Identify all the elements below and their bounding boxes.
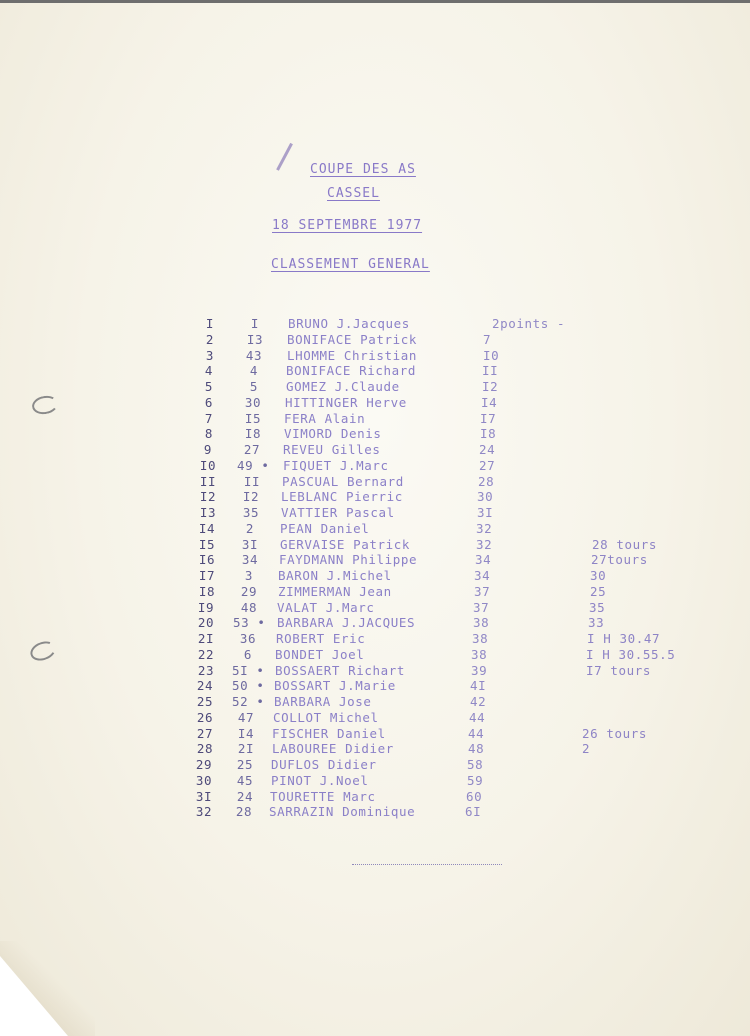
rank-cell: 27 xyxy=(196,725,214,741)
result-row xyxy=(0,426,750,442)
rider-name-cell: BRUNO J.Jacques xyxy=(288,316,410,331)
points-cell: 24 xyxy=(479,442,496,457)
rider-name-cell: LABOUREE Didier xyxy=(272,741,394,757)
rank-cell: I5 xyxy=(198,536,216,552)
rank-cell: 26 xyxy=(196,709,214,725)
rider-name-cell: SARRAZIN Dominique xyxy=(269,804,416,820)
points-cell: 6I xyxy=(465,804,482,820)
result-row xyxy=(0,411,750,427)
bottom-rule xyxy=(352,864,502,865)
rank-cell: II xyxy=(199,473,217,489)
rider-name-cell: BARBARA Jose xyxy=(274,694,372,709)
result-row xyxy=(0,726,750,742)
result-row xyxy=(0,332,750,348)
rank-cell: 20 xyxy=(197,615,215,631)
note-cell: 26 tours xyxy=(582,725,648,741)
bib-number-cell: 2 xyxy=(245,520,255,536)
rank-cell: 32 xyxy=(195,804,213,820)
points-cell: I4 xyxy=(481,394,498,410)
rider-name-cell: VALAT J.Marc xyxy=(277,599,375,615)
points-cell: 34 xyxy=(474,568,491,583)
rider-name-cell: LHOMME Christian xyxy=(287,347,418,363)
result-row xyxy=(0,615,750,631)
points-cell: 28 xyxy=(478,473,495,489)
rider-name-cell: BONDET Joel xyxy=(275,646,365,662)
result-row xyxy=(0,363,750,379)
bib-number-cell: 52 • xyxy=(232,694,265,709)
bib-number-cell: 4 xyxy=(249,363,259,379)
bib-number-cell: 5 xyxy=(249,379,259,394)
bib-number-cell: 25 xyxy=(236,757,254,772)
rank-cell: I9 xyxy=(197,599,215,615)
bib-number-cell: 3 xyxy=(244,568,254,583)
event-location: CASSEL xyxy=(327,186,380,201)
bib-number-cell: 50 • xyxy=(232,678,265,694)
note-cell: 25 xyxy=(590,583,607,599)
rider-name-cell: FISCHER Daniel xyxy=(272,725,386,741)
points-cell: I2 xyxy=(482,379,499,394)
bib-number-cell: 53 • xyxy=(233,615,266,631)
bib-number-cell: I3 xyxy=(246,331,264,347)
result-row xyxy=(0,631,750,647)
points-cell: II xyxy=(482,363,499,379)
rank-cell: 4 xyxy=(204,363,214,379)
result-row xyxy=(0,741,750,757)
rank-cell: 2 xyxy=(205,331,215,347)
rank-cell: 7 xyxy=(204,410,214,426)
bib-number-cell: 27 xyxy=(243,442,261,457)
bib-number-cell: 5I • xyxy=(232,662,265,678)
points-cell: 42 xyxy=(470,694,487,709)
bib-number-cell: 29 xyxy=(240,583,258,599)
points-cell: I7 xyxy=(480,410,497,426)
result-row xyxy=(0,678,750,694)
rider-name-cell: PINOT J.Noel xyxy=(271,772,369,788)
points-cell: 32 xyxy=(476,536,493,552)
bib-number-cell: I xyxy=(250,316,260,331)
note-cell: I H 30.47 xyxy=(587,631,661,646)
points-cell: 37 xyxy=(474,583,491,599)
rank-cell: I4 xyxy=(198,520,216,536)
rank-cell: 5 xyxy=(204,379,214,394)
result-row xyxy=(0,789,750,805)
result-row xyxy=(0,773,750,789)
note-cell: I H 30.55.5 xyxy=(586,646,676,662)
rider-name-cell: COLLOT Michel xyxy=(273,709,379,725)
rider-name-cell: HITTINGER Herve xyxy=(285,394,407,410)
bib-number-cell: I2 xyxy=(242,489,260,505)
rank-cell: I3 xyxy=(199,505,217,520)
bib-number-cell: I8 xyxy=(244,426,262,442)
points-cell: 4I xyxy=(470,678,487,694)
result-row xyxy=(0,489,750,505)
folded-corner xyxy=(0,956,68,1036)
points-cell: 2points - xyxy=(492,316,566,331)
rank-cell: 30 xyxy=(195,772,213,788)
result-row xyxy=(0,474,750,490)
rider-name-cell: PASCUAL Bernard xyxy=(282,473,404,489)
result-row xyxy=(0,694,750,710)
bib-number-cell: 43 xyxy=(245,347,263,363)
result-row xyxy=(0,505,750,521)
bib-number-cell: 49 • xyxy=(237,457,270,473)
points-cell: 59 xyxy=(467,772,484,788)
rider-name-cell: DUFLOS Didier xyxy=(271,757,377,772)
rank-cell: 22 xyxy=(197,646,215,662)
result-row xyxy=(0,379,750,395)
rank-cell: 28 xyxy=(196,741,214,757)
rank-cell: 29 xyxy=(195,757,213,772)
rider-name-cell: VIMORD Denis xyxy=(284,426,382,442)
points-cell: I0 xyxy=(483,347,500,363)
points-cell: 30 xyxy=(477,489,494,505)
points-cell: 39 xyxy=(471,662,488,678)
rider-name-cell: BARON J.Michel xyxy=(278,568,392,583)
rider-name-cell: BOSSART J.Marie xyxy=(274,678,396,694)
result-row xyxy=(0,316,750,332)
rider-name-cell: PEAN Daniel xyxy=(280,520,370,536)
result-row xyxy=(0,537,750,553)
rank-cell: I2 xyxy=(199,489,217,505)
note-cell: 30 xyxy=(590,568,607,583)
scan-top-edge xyxy=(0,0,750,3)
ranking-title: CLASSEMENT GENERAL xyxy=(271,257,430,272)
bib-number-cell: 47 xyxy=(237,709,255,725)
rank-cell: 24 xyxy=(196,678,214,694)
note-cell: 2 xyxy=(582,741,591,757)
rank-cell: 3 xyxy=(205,347,215,363)
rank-cell: I8 xyxy=(198,583,216,599)
result-row xyxy=(0,521,750,537)
rank-cell: 3I xyxy=(195,788,213,804)
rank-cell: I0 xyxy=(199,457,217,473)
bib-number-cell: 45 xyxy=(236,772,254,788)
result-row xyxy=(0,710,750,726)
points-cell: 58 xyxy=(467,757,484,772)
rider-name-cell: ZIMMERMAN Jean xyxy=(278,583,392,599)
bib-number-cell: 34 xyxy=(241,552,259,568)
rank-cell: I6 xyxy=(198,552,216,568)
bib-number-cell: 2I xyxy=(237,741,255,757)
bib-number-cell: II xyxy=(243,473,261,489)
points-cell: 32 xyxy=(476,520,493,536)
rider-name-cell: FAYDMANN Philippe xyxy=(279,552,418,568)
points-cell: 38 xyxy=(472,631,489,646)
points-cell: 44 xyxy=(468,725,485,741)
result-row xyxy=(0,600,750,616)
rider-name-cell: LEBLANC Pierric xyxy=(281,489,403,505)
points-cell: 3I xyxy=(477,505,494,520)
bib-number-cell: 6 xyxy=(243,646,253,662)
rank-cell: I7 xyxy=(198,568,216,583)
bib-number-cell: 35 xyxy=(242,505,260,520)
event-date: 18 SEPTEMBRE 1977 xyxy=(272,218,423,233)
note-cell: 27tours xyxy=(591,552,648,568)
bib-number-cell: 3I xyxy=(241,536,259,552)
rider-name-cell: BONIFACE Richard xyxy=(286,363,417,379)
rider-name-cell: BOSSAERT Richart xyxy=(275,662,406,678)
points-cell: 7 xyxy=(483,331,492,347)
points-cell: 48 xyxy=(468,741,485,757)
rider-name-cell: GOMEZ J.Claude xyxy=(286,379,400,394)
rank-cell: 23 xyxy=(197,662,215,678)
note-cell: 33 xyxy=(588,615,605,631)
points-cell: 38 xyxy=(473,615,490,631)
note-cell: 35 xyxy=(589,599,606,615)
rider-name-cell: FIQUET J.Marc xyxy=(283,457,389,473)
rider-name-cell: GERVAISE Patrick xyxy=(280,536,411,552)
rider-name-cell: BONIFACE Patrick xyxy=(287,331,418,347)
points-cell: 27 xyxy=(479,457,496,473)
rider-name-cell: VATTIER Pascal xyxy=(281,505,395,520)
result-row xyxy=(0,348,750,364)
note-cell: 28 tours xyxy=(592,536,658,552)
points-cell: 60 xyxy=(466,788,483,804)
rider-name-cell: ROBERT Eric xyxy=(276,631,366,646)
result-row xyxy=(0,442,750,458)
rank-cell: 9 xyxy=(203,442,213,457)
bib-number-cell: 48 xyxy=(240,599,258,615)
result-row xyxy=(0,757,750,773)
points-cell: 38 xyxy=(471,646,488,662)
result-row xyxy=(0,804,750,820)
result-row xyxy=(0,584,750,600)
bib-number-cell: 30 xyxy=(244,394,262,410)
points-cell: 37 xyxy=(473,599,490,615)
event-title: COUPE DES AS xyxy=(310,162,416,177)
rank-cell: 8 xyxy=(204,426,214,442)
bib-number-cell: I5 xyxy=(244,410,262,426)
rank-cell: 2I xyxy=(197,631,215,646)
rank-cell: 6 xyxy=(204,394,214,410)
points-cell: 44 xyxy=(469,709,486,725)
result-row xyxy=(0,458,750,474)
points-cell: 34 xyxy=(475,552,492,568)
result-row xyxy=(0,647,750,663)
note-cell: I7 tours xyxy=(586,662,652,678)
rider-name-cell: FERA Alain xyxy=(284,410,366,426)
rank-cell: I xyxy=(205,316,215,331)
rider-name-cell: REVEU Gilles xyxy=(283,442,381,457)
result-row xyxy=(0,663,750,679)
rider-name-cell: BARBARA J.JACQUES xyxy=(277,615,416,631)
bib-number-cell: 36 xyxy=(239,631,257,646)
bib-number-cell: 24 xyxy=(236,788,254,804)
points-cell: I8 xyxy=(480,426,497,442)
result-row xyxy=(0,395,750,411)
rank-cell: 25 xyxy=(196,694,214,709)
rider-name-cell: TOURETTE Marc xyxy=(270,788,376,804)
result-row xyxy=(0,552,750,568)
result-row xyxy=(0,568,750,584)
bib-number-cell: I4 xyxy=(237,725,255,741)
bib-number-cell: 28 xyxy=(235,804,253,820)
